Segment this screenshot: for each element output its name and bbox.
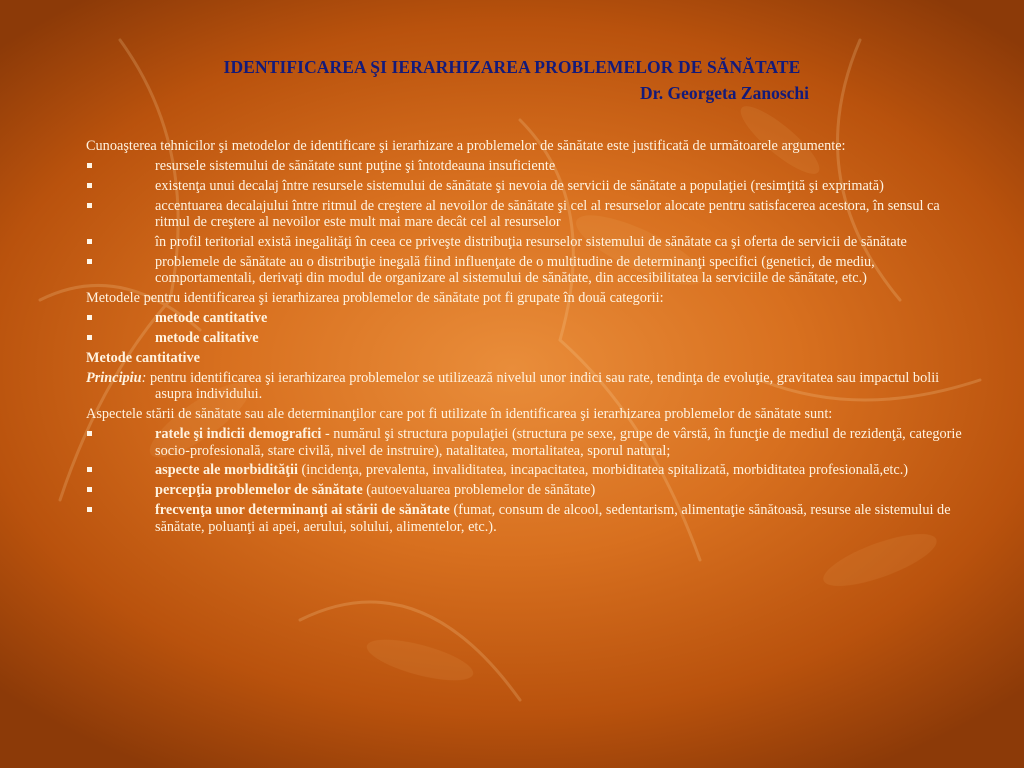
square-bullet-icon — [87, 203, 92, 208]
principle-paragraph — [86, 370, 974, 403]
square-bullet-icon — [87, 467, 92, 472]
aspect-bold: aspecte ale morbidităţii — [155, 462, 298, 479]
argument-text: în profil teritorial există inegalităţi în ceea ce priveşte distribuţia resurselor sistemului de sănătate ca şi oferta de servicii de sănătate — [155, 234, 907, 251]
square-bullet-icon — [87, 239, 92, 244]
aspect-text: (incidenţa, prevalenta, invaliditatea, incapacitatea, morbiditatea spitalizată, morbiditatea profesională,etc.) — [297, 462, 909, 479]
aspect-text: - numărul şi structura populaţiei (structura pe sexe, grupe de vârstă, în funcţie de mediul de rezidenţă, categorie socio-profesională, stare civilă, nivel de instruire), natalitatea, mortalitatea, sporul natural; — [155, 426, 962, 459]
argument-item — [86, 254, 974, 287]
argument-item — [86, 178, 974, 194]
principle-text: pentru identificarea şi ierarhizarea problemelor se utilizează nivelul unor indici sau rate, tendinţa de evoluţie, gravitatea sau impactul bolii asupra individului. — [146, 369, 940, 403]
square-bullet-icon — [87, 487, 92, 492]
aspect-text: (fumat, consum de alcool, sedentarism, alimentaţie sănătoasă, resurse ale sistemului de sănătate, poluanţi ai apei, aerului, solului, alimentelor, etc.). — [155, 502, 951, 535]
quant-heading-text: Metode cantitative — [86, 349, 200, 366]
argument-item — [86, 158, 974, 174]
slide-body — [86, 138, 974, 539]
principle-colon: : — [141, 369, 147, 386]
square-bullet-icon — [87, 431, 92, 436]
aspect-item — [86, 482, 974, 498]
method-text: metode calitative — [155, 330, 259, 347]
method-text: metode cantitative — [155, 310, 268, 327]
argument-item — [86, 234, 974, 250]
square-bullet-icon — [87, 259, 92, 264]
square-bullet-icon — [87, 183, 92, 188]
aspect-bold: percepţia problemelor de sănătate — [155, 482, 363, 499]
argument-text: existenţa unui decalaj între resursele sistemului de sănătate şi nevoia de servicii de sănătate a populaţiei (resimţită şi exprimată) — [155, 177, 884, 194]
aspects-intro-paragraph: Aspectele stării de sănătate sau ale determinanţilor care pot fi utilizate în identificarea şi ierarhizarea problemelor de sănătate sunt: — [86, 406, 833, 423]
aspect-bold: frecvenţa unor determinanţi ai stării de sănătate — [155, 502, 450, 519]
aspect-item — [86, 502, 974, 535]
argument-text: resursele sistemului de sănătate sunt puţine şi întotdeauna insuficiente — [155, 157, 556, 174]
aspect-item — [86, 462, 974, 478]
argument-text: problemele de sănătate au o distribuţie inegală fiind influenţate de o multitudine de determinanţi specifici (genetici, de mediu, comportamentali, derivaţi din modul de organizare al sistemului de sănătate, din accesibilitatea la serviciile de sănătate, etc.) — [155, 253, 875, 287]
argument-item — [86, 198, 974, 231]
argument-text: accentuarea decalajului între ritmul de creştere al nevoilor de sănătate şi cel al resurselor alocate pentru satisfacerea acestora, în sensul ca ritmul de creştere al nevoilor este mult mai mare decât cel al resurselor — [155, 197, 940, 231]
slide-title: IDENTIFICAREA ŞI IERARHIZAREA PROBLEMELOR DE SĂNĂTATE — [223, 57, 801, 77]
intro-paragraph: Cunoaşterea tehnicilor şi metodelor de identificare şi ierarhizare a problemelor de sănătate este justificată de următoarele argumente: — [86, 138, 846, 154]
aspect-text: (autoevaluarea problemelor de sănătate) — [362, 482, 596, 499]
methods-intro-paragraph: Metodele pentru identificarea şi ierarhizarea problemelor de sănătate pot fi grupate în două categorii: — [86, 290, 664, 307]
slide-author: Dr. Georgeta Zanoschi — [640, 83, 809, 103]
method-item — [86, 310, 974, 326]
aspect-bold: ratele şi indicii demografici — [155, 426, 322, 443]
aspect-item — [86, 426, 974, 459]
square-bullet-icon — [87, 335, 92, 340]
section-heading — [86, 350, 974, 366]
square-bullet-icon — [87, 163, 92, 168]
square-bullet-icon — [87, 315, 92, 320]
method-item — [86, 330, 974, 346]
principle-label: Principiu — [86, 369, 142, 386]
square-bullet-icon — [87, 507, 92, 512]
